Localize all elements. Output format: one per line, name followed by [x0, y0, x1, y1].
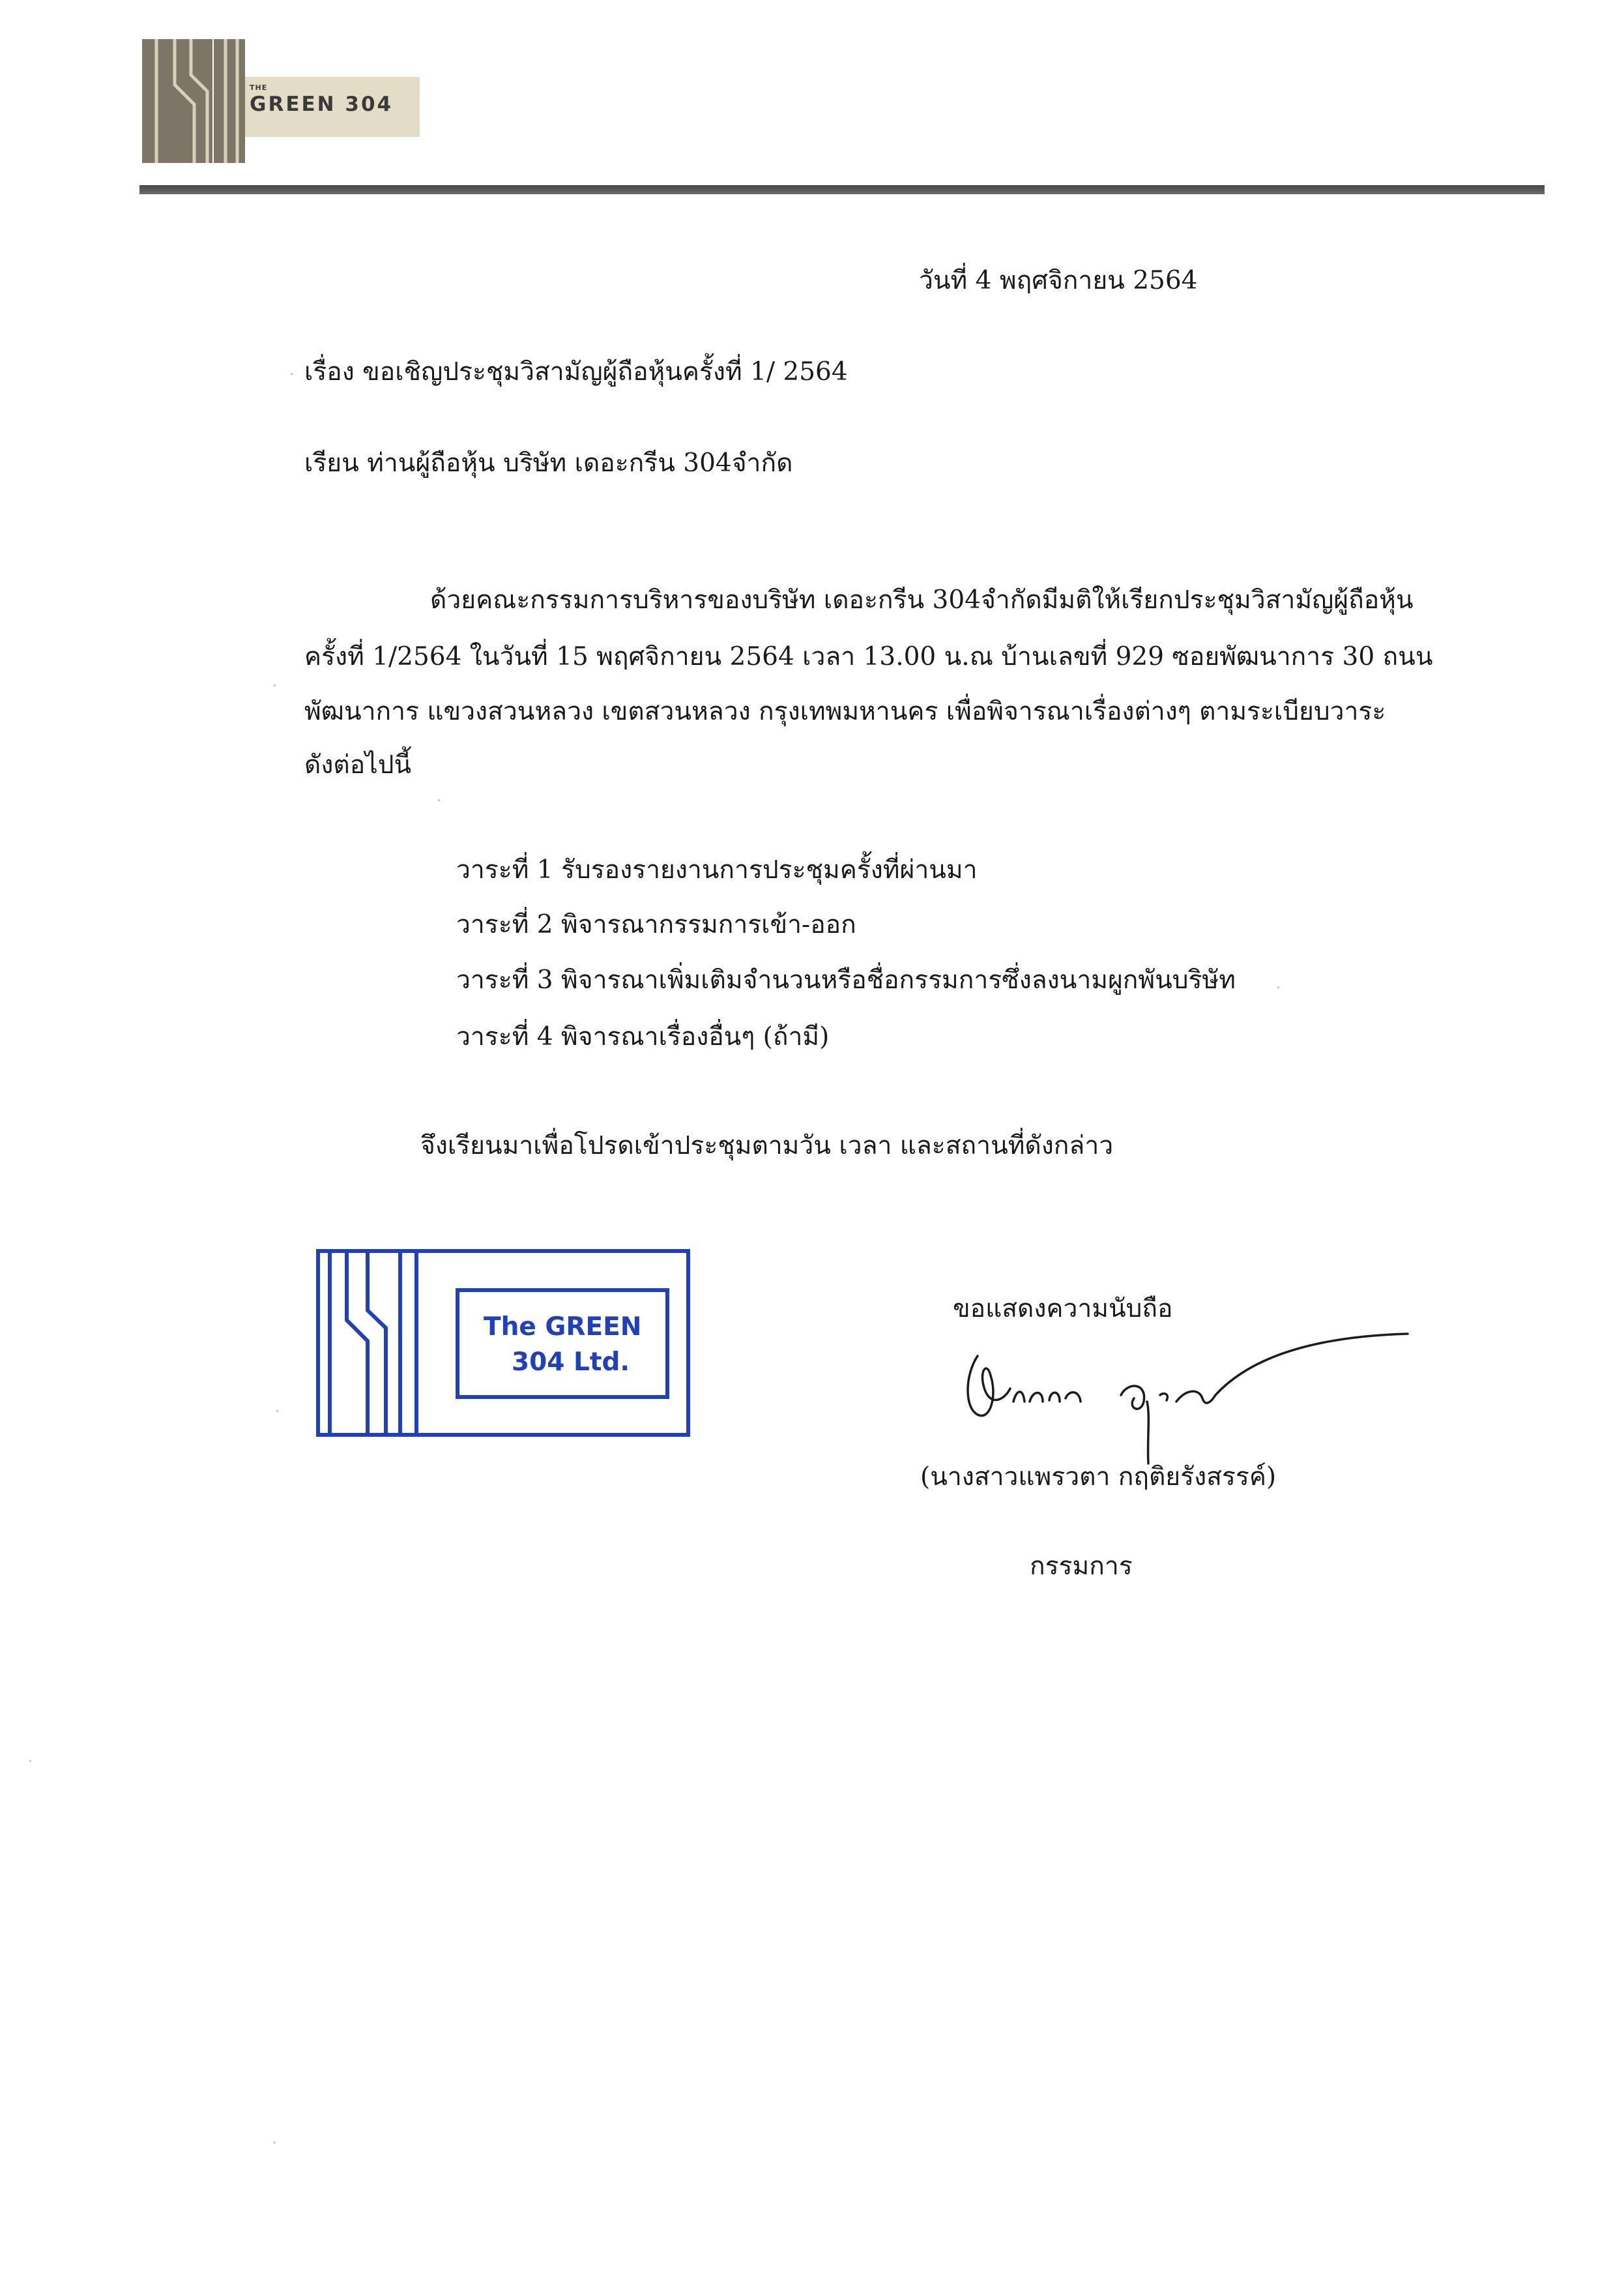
handwritten-signature-icon — [952, 1317, 1421, 1467]
letter-recipient: เรียน ท่านผู้ถือหุ้น บริษัท เดอะกรีน 304จำกัด — [304, 449, 793, 478]
agenda-item: วาระที่ 1 รับรองรายงานการประชุมครั้งที่ผ่านมา — [456, 855, 978, 885]
scan-speck — [276, 1410, 278, 1412]
logo-word-name: GREEN 304 — [250, 93, 394, 116]
scan-speck — [274, 2141, 276, 2143]
stamp-text-line-1: The GREEN — [484, 1312, 642, 1342]
scan-speck — [291, 373, 293, 375]
scan-speck — [29, 1760, 31, 1762]
paragraph-line: พัฒนาการ แขวงสวนหลวง เขตสวนหลวง กรุงเทพมหานคร เพื่อพิจารณาเรื่องต่างๆ ตามระเบียบวาระ — [304, 697, 1386, 726]
stamp-text-line-2: 304 Ltd. — [512, 1347, 630, 1377]
scan-speck — [438, 799, 440, 801]
letter-subject: เรื่อง ขอเชิญประชุมวิสามัญผู้ถือหุ้นครั้งที่ 1/ 2564 — [304, 357, 848, 387]
signer-name: (นางสาวแพรวตา กฤติยรังสรรค์) — [920, 1462, 1277, 1492]
paragraph-line: ครั้งที่ 1/2564 ในวันที่ 15 พฤศจิกายน 2564 เวลา 13.00 น.ณ บ้านเลขที่ 929 ซอยพัฒนาการ 30 ถนน — [304, 642, 1433, 671]
letter-date: วันที่ 4 พฤศจิกายน 2564 — [919, 266, 1198, 295]
paragraph-line: ด้วยคณะกรรมการบริหารของบริษัท เดอะกรีน 304จำกัดมีมติให้เรียกประชุมวิสามัญผู้ถือหุ้น — [430, 585, 1414, 615]
signer-title: กรรมการ — [1030, 1552, 1133, 1581]
agenda-item: วาระที่ 2 พิจารณากรรมการเข้า-ออก — [456, 910, 856, 939]
scan-speck — [1277, 986, 1279, 988]
scan-speck — [274, 684, 276, 686]
agenda-item: วาระที่ 4 พิจารณาเรื่องอื่นๆ (ถ้ามี) — [456, 1022, 830, 1052]
sign-off: ขอแสดงความนับถือ — [953, 1294, 1173, 1323]
logo-word-the: THE — [250, 83, 268, 92]
closing-sentence: จึงเรียนมาเพื่อโปรดเข้าประชุมตามวัน เวลา และสถานที่ดังกล่าว — [420, 1131, 1114, 1160]
letterhead-divider — [139, 185, 1545, 194]
company-stamp-icon — [315, 1248, 691, 1437]
paragraph-line: ดังต่อไปนี้ — [304, 750, 412, 780]
agenda-item: วาระที่ 3 พิจารณาเพิ่มเติมจำนวนหรือชื่อกรรมการซึ่งลงนามผูกพันบริษัท — [456, 965, 1236, 995]
